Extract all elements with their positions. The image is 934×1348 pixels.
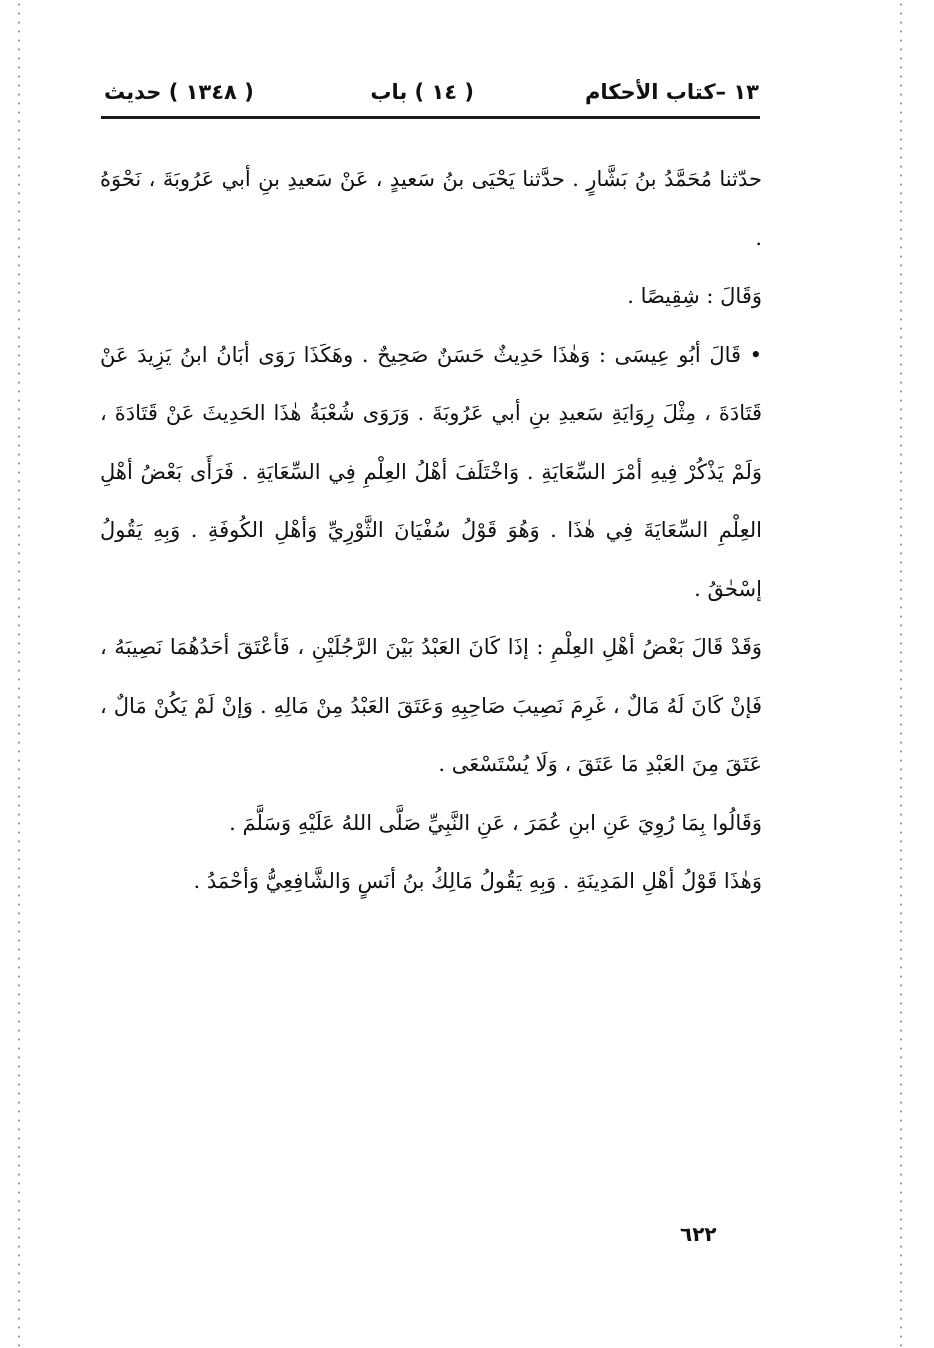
paragraph-isnad: حدّثنا مُحَمَّدُ بنُ بَشَّارٍ . حدَّثنا يَحْيَى بنُ سَعيدٍ ، عَنْ سَعيدِ بنِ أبي عَرُوبَةَ ، نَحْوَهُ .	[100, 167, 762, 250]
paragraph-madina: وَهٰذَا قَوْلُ أهْلِ المَدِينَةِ . وَبِهِ يَقُولُ مَالِكُ بنُ أنَسٍ وَالشَّافِعِيُّ وَأحْمَدُ .	[193, 869, 762, 893]
hadith-number: ( ١٣٤٨ ) حديث	[104, 80, 254, 104]
paragraph-qala: وَقَالَ : شِقِيصًا .	[627, 284, 762, 308]
main-text	[100, 150, 762, 911]
page-number: ٦٢٢	[680, 1222, 717, 1246]
chapter-title: ١٣ –كتاب الأحكام	[585, 80, 759, 104]
scan-margin-dots-left	[18, 0, 20, 1348]
header-rule	[101, 116, 760, 119]
paragraph-abu-isa: • قَالَ أبُو عِيسَى : وَهٰذَا حَدِيثٌ حَسَنٌ صَحِيحٌ . وهَكَذَا رَوَى أبَانُ ابنُ يَزِيدَ عَنْ قَتَادَةَ ، مِثْلَ رِوَايَةِ سَعيدِ بنِ أبي عَرُوبَةَ . وَرَوَى شُعْبَةُ هٰذَا الحَدِيثَ عَنْ قَتَادَةَ ، وَلَمْ يَذْكُرْ فِيهِ أمْرَ السِّعَايَةِ . وَاخْتَلَفَ أهْلُ العِلْمِ فِي السِّعَايَةِ . فَرَأَى بَعْضُ أهْلِ العِلْمِ السِّعَايَةَ فِي هٰذَا . وَهُوَ قَوْلُ سُفْيَانَ الثَّوْرِيِّ وَأهْلِ الكُوفَةِ . وَبِهِ يَقُولُ إسْحٰقُ .	[100, 342, 762, 601]
scan-margin-dots-right	[900, 0, 902, 1348]
paragraph-ibn-umar: وَقَالُوا بِمَا رُوِيَ عَنِ ابنِ عُمَرَ ، عَنِ النَّبِيِّ صَلَّى اللهُ عَلَيْهِ وَسَلَّمَ .	[229, 810, 762, 835]
running-header	[104, 80, 759, 112]
bab-number: ( ١٤ ) باب	[370, 80, 474, 104]
paragraph-some-scholars: وَقَدْ قَالَ بَعْضُ أهْلِ العِلْمِ : إذَا كَانَ العَبْدُ بَيْنَ الرَّجُلَيْنِ ، فَأعْتَقَ أحَدُهُمَا نَصِيبَهُ ، فَإنْ كَانَ لَهُ مَالٌ ، غَرِمَ نَصِيبَ صَاحِبِهِ وَعَتَقَ العَبْدُ مِنْ مَالِهِ . وَإنْ لَمْ يَكُنْ مَالٌ ، عَتَقَ مِنَ العَبْدِ مَا عَتَقَ ، وَلَا يُسْتَسْعَى .	[100, 635, 762, 776]
